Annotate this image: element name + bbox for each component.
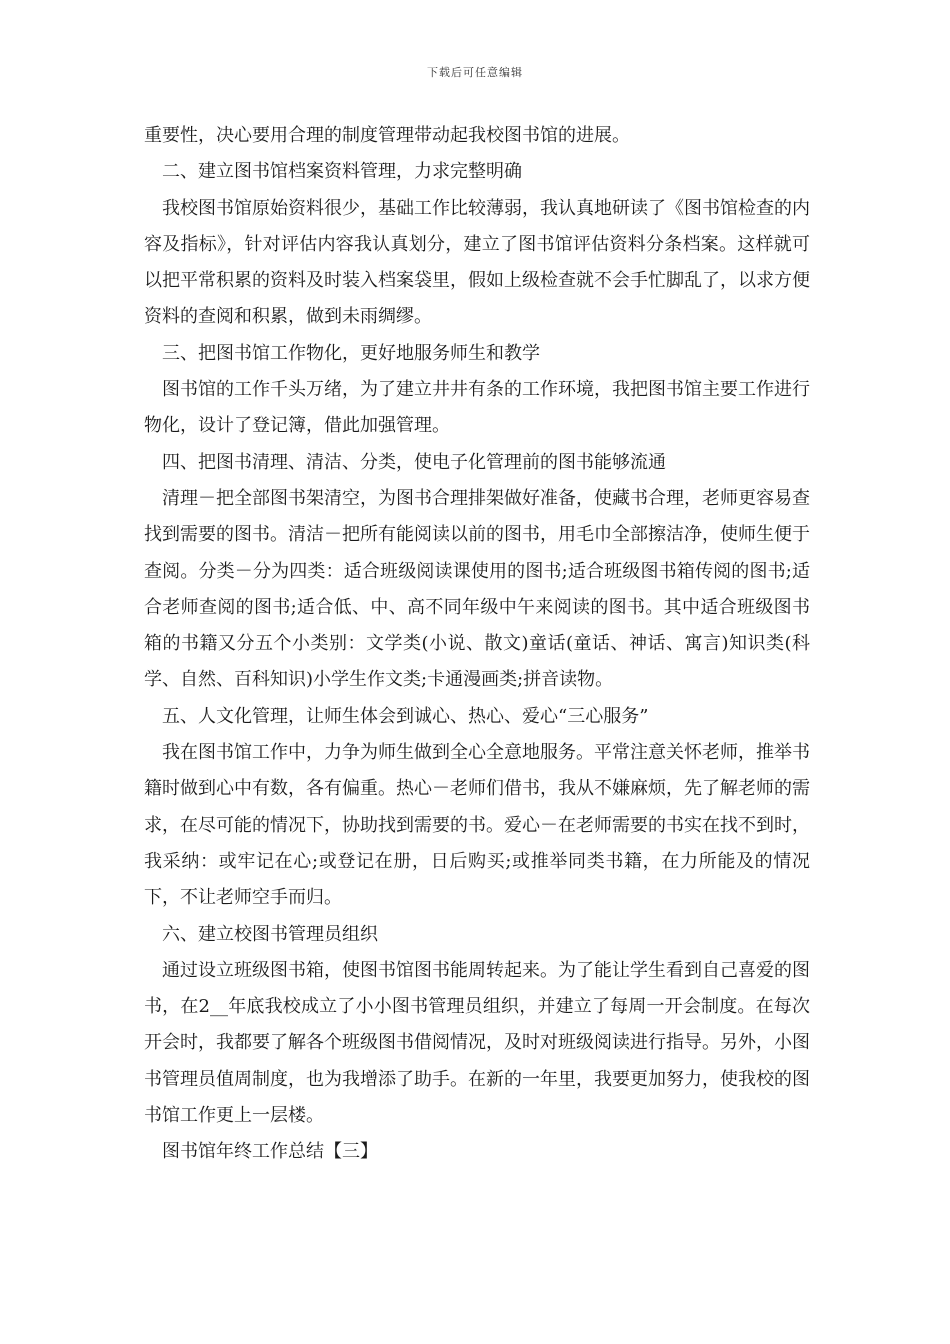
paragraph-materialize: 图书馆的工作千头万绪，为了建立井井有条的工作环境，我把图书馆主要工作进行物化，设计了登记簿，借此加强管理。	[144, 379, 810, 437]
document-subtitle: 图书馆年终工作总结【三】	[162, 1141, 378, 1163]
page-header: 下载后可任意编辑	[427, 66, 523, 79]
section-heading-6: 六、建立校图书管理员组织	[162, 923, 378, 945]
paragraph-classification: 清理－把全部图书架清空，为图书合理排架做好准备，使藏书合理，老师更容易查找到需要的图书。清洁－把所有能阅读以前的图书，用毛巾全部擦洁净，使师生便于查阅。分类－分为四类：适合班级阅读课使用的图书;适合班级图书箱传阅的图书;适合老师查阅的图书;适合低、中、高不同年级中午来阅读的图书。其中适合班级图书箱的书籍又分五个小类别：文学类(小说、散文)童话(童话、神话、寓言)知识类(科学、自然、百科知识)小学生作文类;卡通漫画类;拼音读物。	[144, 487, 810, 691]
section-heading-2: 二、建立图书馆档案资料管理，力求完整明确	[162, 161, 522, 183]
document-body	[144, 118, 810, 1171]
paragraph-continuation: 重要性，决心要用合理的制度管理带动起我校图书馆的进展。	[144, 125, 630, 146]
paragraph-organization: 通过设立班级图书箱，使图书馆图书能周转起来。为了能让学生看到自己喜爱的图书，在2__年底我校成立了小小图书管理员组织，并建立了每周一开会制度。在每次开会时，我都要了解各个班级图书借阅情况，及时对班级阅读进行指导。另外，小图书管理员值周制度，也为我增添了助手。在新的一年里，我要更加努力，使我校的图书馆工作更上一层楼。	[144, 959, 810, 1127]
section-heading-3: 三、把图书馆工作物化，更好地服务师生和教学	[162, 342, 540, 364]
paragraph-archive: 我校图书馆原始资料很少，基础工作比较薄弱，我认真地研读了《图书馆检查的内容及指标》，针对评估内容我认真划分，建立了图书馆评估资料分条档案。这样就可以把平常积累的资料及时装入档案袋里，假如上级检查就不会手忙脚乱了，以求方便资料的查阅和积累，做到未雨绸缪。	[144, 197, 810, 328]
section-heading-5: 五、人文化管理，让师生体会到诚心、热心、爱心“三心服务”	[162, 705, 649, 727]
section-heading-4: 四、把图书清理、清洁、分类，使电子化管理前的图书能够流通	[162, 451, 666, 473]
paragraph-service: 我在图书馆工作中，力争为师生做到全心全意地服务。平常注意关怀老师，推举书籍时做到心中有数，各有偏重。热心－老师们借书，我从不嫌麻烦，先了解老师的需求，在尽可能的情况下，协助找到需要的书。爱心－在老师需要的书实在找不到时，我采纳：或牢记在心;或登记在册，日后购买;或推举同类书籍，在力所能及的情况下，不让老师空手而归。	[144, 742, 810, 909]
